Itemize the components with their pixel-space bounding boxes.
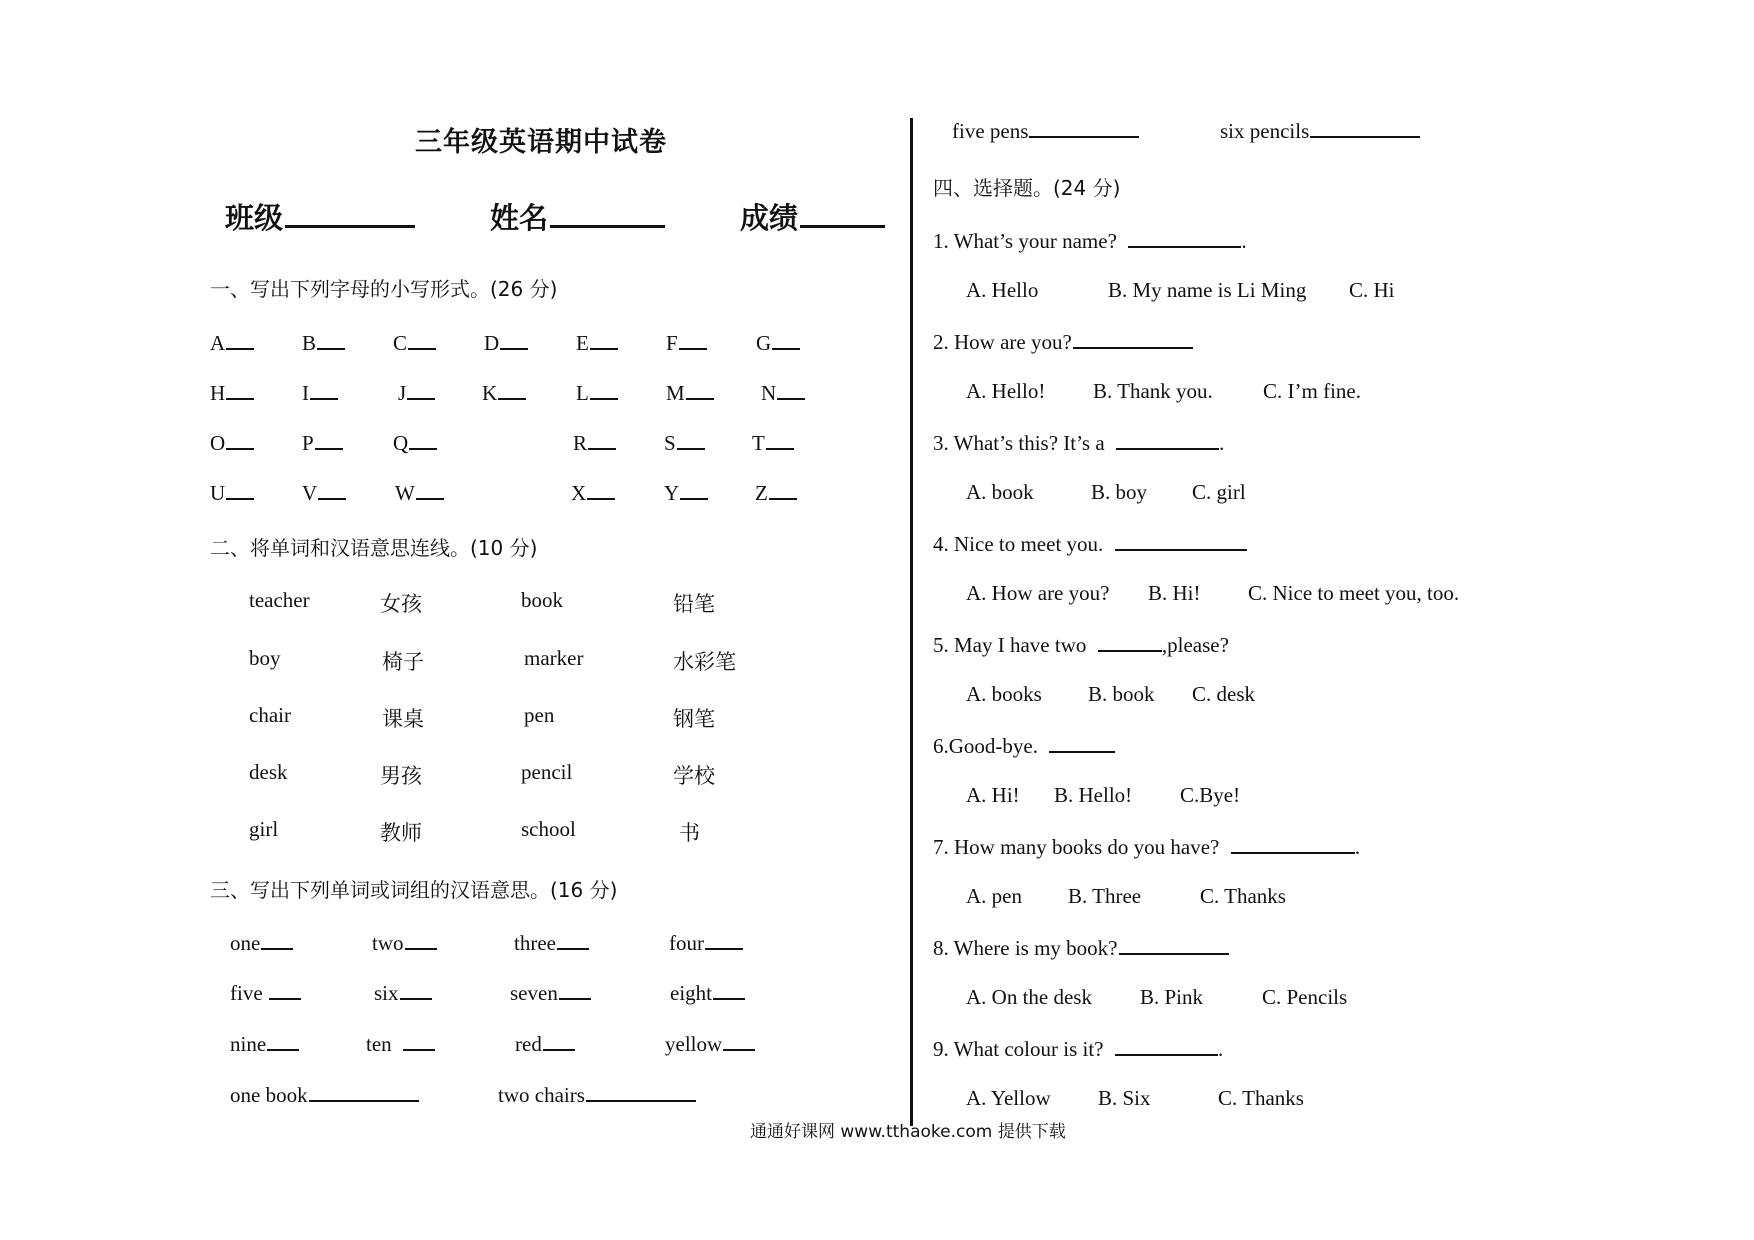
match-meaning[interactable]: 教师 <box>380 821 422 845</box>
option[interactable]: B. Three <box>1068 884 1142 908</box>
letter-label: C <box>393 331 408 355</box>
answer-blank[interactable] <box>309 1082 419 1102</box>
word-item[interactable] <box>230 1031 299 1057</box>
letter-label: H <box>210 381 226 405</box>
section-1-heading: 一、写出下列字母的小写形式。(26 分) <box>210 277 558 301</box>
letter-item[interactable] <box>666 330 707 356</box>
question-text: 9. What colour is it? <box>933 1037 1104 1061</box>
option[interactable]: A. book <box>966 480 1034 504</box>
match-word[interactable]: girl <box>249 817 279 841</box>
answer-blank[interactable] <box>1116 430 1219 450</box>
question-end: ,please? <box>1161 633 1229 657</box>
match-meaning[interactable]: 课桌 <box>382 707 424 731</box>
answer-blank[interactable] <box>590 380 618 400</box>
word-label: three <box>514 931 556 955</box>
answer-blank[interactable] <box>1098 632 1162 652</box>
answer-blank[interactable] <box>407 380 435 400</box>
answer-blank[interactable] <box>409 430 437 450</box>
letter-item[interactable] <box>398 380 435 406</box>
match-word[interactable]: school <box>521 817 576 841</box>
match-word[interactable]: boy <box>249 646 281 670</box>
phrase-item[interactable] <box>230 1082 419 1108</box>
letter-item[interactable] <box>576 330 618 356</box>
word-label: red <box>515 1032 542 1056</box>
letter-item[interactable] <box>393 330 436 356</box>
score-field[interactable] <box>740 196 885 237</box>
letter-item[interactable] <box>571 480 615 506</box>
question-text: 2. How are you? <box>933 330 1072 354</box>
answer-blank[interactable] <box>559 980 591 1000</box>
letter-label: Z <box>755 481 768 505</box>
letter-item[interactable] <box>752 430 794 456</box>
word-item[interactable] <box>515 1031 575 1057</box>
answer-blank[interactable] <box>1115 1036 1218 1056</box>
question-end: . <box>1354 835 1361 859</box>
score-label: 成绩 <box>740 201 799 235</box>
letter-item[interactable] <box>302 480 346 506</box>
letter-item[interactable] <box>756 330 800 356</box>
section-4-heading: 四、选择题。(24 分) <box>933 176 1121 200</box>
answer-blank[interactable] <box>1049 733 1115 753</box>
word-label: four <box>669 931 704 955</box>
word-item[interactable] <box>374 980 432 1006</box>
question-end: . <box>1219 431 1225 455</box>
answer-blank[interactable] <box>705 930 743 950</box>
word-label: nine <box>230 1032 267 1056</box>
class-blank[interactable] <box>285 199 415 228</box>
answer-blank[interactable] <box>498 380 526 400</box>
phrase-item[interactable] <box>1220 118 1420 144</box>
answer-blank[interactable] <box>1310 118 1420 138</box>
match-meaning[interactable]: 钢笔 <box>673 707 715 731</box>
section-2-heading: 二、将单词和汉语意思连线。(10 分) <box>210 536 538 560</box>
letter-label: P <box>302 431 314 455</box>
word-item[interactable] <box>665 1031 755 1057</box>
letter-label: W <box>395 481 415 505</box>
letter-label: I <box>302 381 309 405</box>
answer-blank[interactable] <box>261 930 293 950</box>
answer-blank[interactable] <box>405 930 437 950</box>
option[interactable]: C.Bye! <box>1180 783 1241 807</box>
word-label: six <box>374 981 399 1005</box>
answer-blank[interactable] <box>226 430 254 450</box>
letter-label: V <box>302 481 318 505</box>
option[interactable]: A. pen <box>966 884 1022 908</box>
phrase-label: six pencils <box>1220 119 1310 143</box>
column-divider <box>910 118 913 1126</box>
letter-item[interactable] <box>664 430 705 456</box>
answer-blank[interactable] <box>772 330 800 350</box>
match-word[interactable]: marker <box>524 646 584 670</box>
answer-blank[interactable] <box>1231 834 1355 854</box>
match-meaning[interactable]: 书 <box>679 821 700 845</box>
match-meaning[interactable]: 铅笔 <box>673 592 715 616</box>
answer-blank[interactable] <box>267 1031 299 1051</box>
word-item[interactable] <box>670 980 745 1006</box>
answer-blank[interactable] <box>1128 228 1241 248</box>
letter-item[interactable] <box>210 380 254 406</box>
letter-label: M <box>666 381 685 405</box>
match-word[interactable]: desk <box>249 760 288 784</box>
letter-label: K <box>482 381 498 405</box>
word-label: two <box>372 931 404 955</box>
letter-label: L <box>576 381 589 405</box>
word-item[interactable] <box>230 930 293 956</box>
word-item[interactable] <box>669 930 743 956</box>
question-text: 5. May I have two <box>933 633 1087 657</box>
letter-item[interactable] <box>302 380 338 406</box>
letter-label: E <box>576 331 589 355</box>
option[interactable]: C. Pencils <box>1262 985 1348 1009</box>
question-text: 4. Nice to meet you. <box>933 532 1104 556</box>
option[interactable]: B. Hi! <box>1148 581 1201 605</box>
question <box>933 531 1247 557</box>
letter-label: D <box>484 331 500 355</box>
footer-credit: 通通好课网 www.tthaoke.com 提供下载 <box>750 1122 1066 1142</box>
match-word[interactable]: book <box>521 588 563 612</box>
match-word[interactable]: pencil <box>521 760 573 784</box>
option[interactable]: C. girl <box>1192 480 1246 504</box>
letter-item[interactable] <box>482 380 526 406</box>
letter-item[interactable] <box>666 380 714 406</box>
word-label: five <box>230 981 263 1005</box>
word-item[interactable] <box>366 1031 435 1057</box>
letter-label: F <box>666 331 678 355</box>
letter-label: S <box>664 431 676 455</box>
match-word[interactable]: pen <box>524 703 555 727</box>
option[interactable]: C. Thanks <box>1218 1086 1304 1110</box>
score-blank[interactable] <box>800 199 885 228</box>
answer-blank[interactable] <box>723 1031 755 1051</box>
question <box>933 228 1247 254</box>
answer-blank[interactable] <box>1115 531 1247 551</box>
answer-blank[interactable] <box>679 330 707 350</box>
answer-blank[interactable] <box>403 1031 435 1051</box>
answer-blank[interactable] <box>400 980 432 1000</box>
question <box>933 632 1229 658</box>
answer-blank[interactable] <box>586 1082 696 1102</box>
option[interactable]: C. I’m fine. <box>1263 379 1361 403</box>
option[interactable]: A. How are you? <box>966 581 1110 605</box>
answer-blank[interactable] <box>680 480 708 500</box>
answer-blank[interactable] <box>317 330 345 350</box>
letter-label: O <box>210 431 226 455</box>
answer-blank[interactable] <box>408 330 436 350</box>
phrase-label: five pens <box>952 119 1029 143</box>
letter-item[interactable] <box>761 380 805 406</box>
answer-blank[interactable] <box>226 380 254 400</box>
name-field[interactable] <box>490 196 665 237</box>
answer-blank[interactable] <box>713 980 745 1000</box>
answer-blank[interactable] <box>590 330 618 350</box>
answer-blank[interactable] <box>557 930 589 950</box>
option[interactable]: B. Six <box>1098 1086 1151 1110</box>
word-label: yellow <box>665 1032 723 1056</box>
question <box>933 329 1193 355</box>
answer-blank[interactable] <box>777 380 805 400</box>
word-item[interactable] <box>514 930 589 956</box>
letter-label: R <box>573 431 588 455</box>
section-3-heading: 三、写出下列单词或词组的汉语意思。(16 分) <box>210 878 618 902</box>
letter-label: Q <box>393 431 409 455</box>
question-text: 3. What’s this? It’s a <box>933 431 1105 455</box>
letter-label: U <box>210 481 226 505</box>
match-word[interactable]: chair <box>249 703 291 727</box>
option[interactable]: C. Thanks <box>1200 884 1286 908</box>
option[interactable]: A. books <box>966 682 1042 706</box>
option[interactable]: A. Hi! <box>966 783 1020 807</box>
word-item[interactable] <box>230 980 301 1006</box>
option[interactable]: C. Hi <box>1349 278 1395 302</box>
letter-item[interactable] <box>210 480 254 506</box>
option[interactable]: B. Hello! <box>1054 783 1133 807</box>
answer-blank[interactable] <box>766 430 794 450</box>
option[interactable]: C. Nice to meet you, too. <box>1248 581 1460 605</box>
question-text: 8. Where is my book? <box>933 936 1118 960</box>
letter-item[interactable] <box>302 430 343 456</box>
letter-label: X <box>571 481 587 505</box>
word-label: ten <box>366 1032 392 1056</box>
word-item[interactable] <box>372 930 437 956</box>
answer-blank[interactable] <box>1073 329 1193 349</box>
word-item[interactable] <box>510 980 591 1006</box>
question <box>933 1036 1223 1062</box>
name-label: 姓名 <box>490 201 549 235</box>
phrase-label: two chairs <box>498 1083 585 1107</box>
question <box>933 834 1360 860</box>
page-title: 三年级英语期中试卷 <box>415 127 667 158</box>
phrase-item[interactable] <box>952 118 1139 144</box>
question <box>933 430 1224 456</box>
letter-item[interactable] <box>395 480 444 506</box>
letter-label: T <box>752 431 765 455</box>
match-meaning[interactable]: 水彩笔 <box>673 650 736 674</box>
match-meaning[interactable]: 椅子 <box>382 650 424 674</box>
option[interactable]: B. Pink <box>1140 985 1204 1009</box>
phrase-item[interactable] <box>498 1082 696 1108</box>
letter-item[interactable] <box>755 480 797 506</box>
answer-blank[interactable] <box>310 380 338 400</box>
answer-blank[interactable] <box>588 430 616 450</box>
letter-item[interactable] <box>484 330 528 356</box>
option[interactable]: A. Yellow <box>966 1086 1051 1110</box>
answer-blank[interactable] <box>587 480 615 500</box>
word-label: one <box>230 931 261 955</box>
option[interactable]: B. boy <box>1091 480 1148 504</box>
letter-label: Y <box>664 481 680 505</box>
class-field[interactable] <box>225 196 415 237</box>
question-text: 6.Good-bye. <box>933 734 1038 758</box>
letter-item[interactable] <box>573 430 616 456</box>
letter-label: B <box>302 331 317 355</box>
answer-blank[interactable] <box>318 480 346 500</box>
letter-label: N <box>761 381 777 405</box>
answer-blank[interactable] <box>543 1031 575 1051</box>
letter-label: J <box>398 381 407 405</box>
question <box>933 935 1229 961</box>
name-blank[interactable] <box>550 199 665 228</box>
match-meaning[interactable]: 男孩 <box>380 764 422 788</box>
option[interactable]: B. My name is Li Ming <box>1108 278 1307 302</box>
word-label: eight <box>670 981 712 1005</box>
answer-blank[interactable] <box>269 980 301 1000</box>
answer-blank[interactable] <box>1029 118 1139 138</box>
word-label: seven <box>510 981 558 1005</box>
answer-blank[interactable] <box>416 480 444 500</box>
letter-label: A <box>210 331 226 355</box>
answer-blank[interactable] <box>686 380 714 400</box>
question-text: 7. How many books do you have? <box>933 835 1220 859</box>
match-meaning[interactable]: 女孩 <box>380 592 422 616</box>
letter-item[interactable] <box>302 330 345 356</box>
option[interactable]: B. book <box>1088 682 1155 706</box>
option[interactable]: A. Hello! <box>966 379 1046 403</box>
letter-item[interactable] <box>664 480 708 506</box>
answer-blank[interactable] <box>226 330 254 350</box>
class-label: 班级 <box>225 201 284 235</box>
answer-blank[interactable] <box>315 430 343 450</box>
letter-item[interactable] <box>393 430 437 456</box>
option[interactable]: B. Thank you. <box>1093 379 1213 403</box>
match-meaning[interactable]: 学校 <box>673 764 715 788</box>
option[interactable]: A. Hello <box>966 278 1039 302</box>
answer-blank[interactable] <box>226 480 254 500</box>
question-end: . <box>1241 229 1247 253</box>
letter-item[interactable] <box>210 330 254 356</box>
option[interactable]: C. desk <box>1192 682 1255 706</box>
option[interactable]: A. On the desk <box>966 985 1092 1009</box>
answer-blank[interactable] <box>769 480 797 500</box>
letter-item[interactable] <box>576 380 618 406</box>
question <box>933 733 1115 759</box>
answer-blank[interactable] <box>500 330 528 350</box>
question-end: . <box>1218 1037 1224 1061</box>
match-word[interactable]: teacher <box>249 588 310 612</box>
answer-blank[interactable] <box>1119 935 1229 955</box>
phrase-label: one book <box>230 1083 308 1107</box>
question-text: 1. What’s your name? <box>933 229 1117 253</box>
letter-item[interactable] <box>210 430 254 456</box>
letter-label: G <box>756 331 772 355</box>
answer-blank[interactable] <box>677 430 705 450</box>
